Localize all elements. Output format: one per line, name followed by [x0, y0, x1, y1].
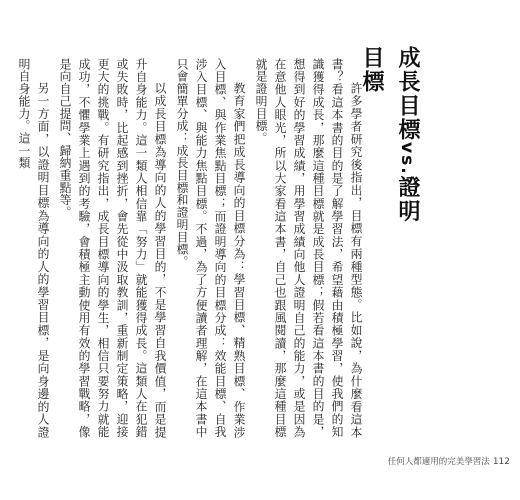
paragraph-1: 許多學者研究後指出，目標有兩種型態。比如說，為什麼看這本書？看這本書的目的是了解學習法，希望藉由積極學習，使我們的知識獲得成長，那麼這種目標就是成長目標；假若看這本書的目的是，想得到好的學習成績，用學習成績向他人證明自己的能力，或是因為在意他人眼光，所以大家看這本書，自己也跟風閱讀，那麼這種目標就是證明目標。 [254, 58, 363, 438]
running-book-title: 任何人都適用的完美學習法 [387, 457, 490, 467]
body-text [17, 58, 365, 438]
section-title [359, 46, 425, 246]
paragraph-3: 以成長目標為導向的人的學習目的，不是學習自我價值，而是提升自身能力。這一類人相信靠「努力」就能獲得成長。這類人在犯錯或失敗時，比起感到挫折，會先從中汲取教訓，重新制定策略，迎接更大的挑戰。有研究指出，成長目標導向的學生，相信只要努力就能成功，不懼學業上遇到的考驗，會積極主動使用有效的學習戰略，像是向自己提問、歸納重點等。 [58, 58, 167, 438]
paragraph-2: 教育家們把成長導向的目標分為：學習目標、精熟目標、作業涉入目標、與作業焦點目標；而證明導向的目標分成：效能目標、自我涉入目標、與能力焦點目標。不過，為了方便讀者理解，在這本書中只會簡單分成：成長目標和證明目標。 [175, 58, 246, 438]
page-footer [300, 455, 510, 467]
page-number: 112 [492, 457, 510, 467]
paragraph-4: 另一方面，以證明目標為導向的人的學習目標，是向身邊的人證明自身能力。這一類 [17, 58, 50, 438]
title-part-vs: vs. [397, 142, 417, 176]
title-part-proof: 證明目標 [359, 46, 420, 224]
title-part-growth: 成長目標 [395, 46, 420, 142]
